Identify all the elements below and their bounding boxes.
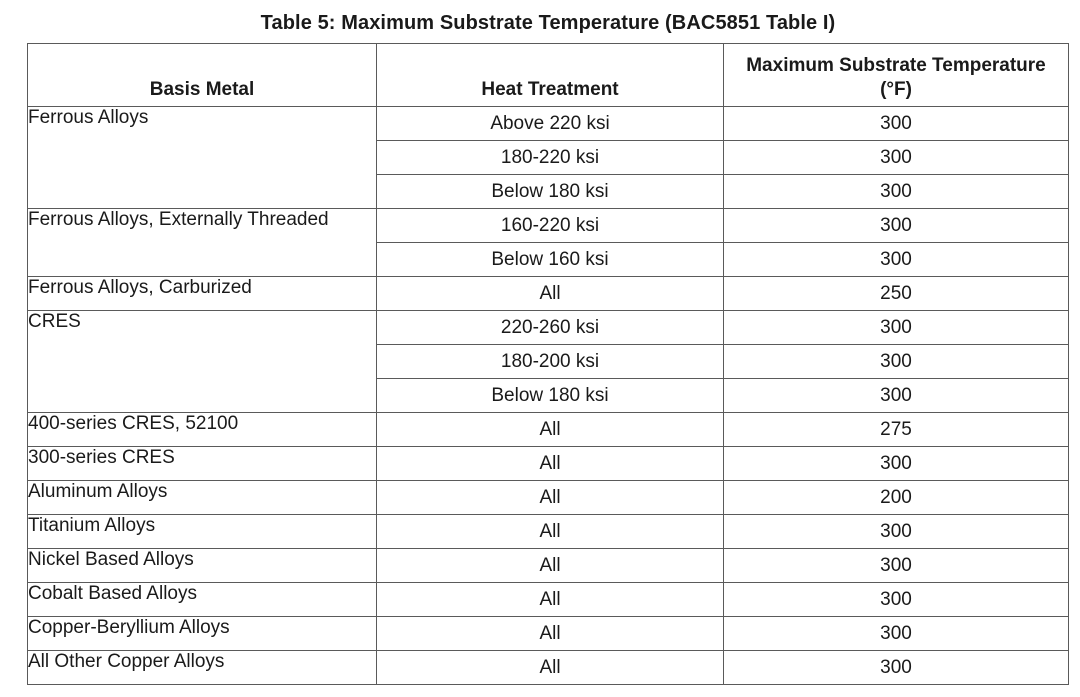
basis-metal-cell: Cobalt Based Alloys (28, 583, 377, 617)
table-title: Table 5: Maximum Substrate Temperature (BAC5851 Table I) (260, 12, 836, 34)
table-row (28, 311, 1069, 345)
heat-treatment-cell: Above 220 ksi (377, 107, 724, 141)
basis-metal-cell: 300-series CRES (28, 447, 377, 481)
max-temperature-cell: 300 (724, 209, 1069, 243)
heat-treatment-cell: Below 180 ksi (377, 175, 724, 209)
basis-metal-cell: Nickel Based Alloys (28, 549, 377, 583)
table-row (28, 651, 1069, 685)
max-temperature-cell: 275 (724, 413, 1069, 447)
table-row (28, 617, 1069, 651)
table-body (28, 107, 1069, 685)
table-row (28, 107, 1069, 141)
max-temperature-cell: 250 (724, 277, 1069, 311)
substrate-temperature-table (27, 43, 1069, 685)
max-temperature-cell: 300 (724, 379, 1069, 413)
basis-metal-cell: Aluminum Alloys (28, 481, 377, 515)
heat-treatment-cell: 160-220 ksi (377, 209, 724, 243)
heat-treatment-cell: All (377, 515, 724, 549)
max-temperature-cell: 300 (724, 107, 1069, 141)
heat-treatment-cell: 180-200 ksi (377, 345, 724, 379)
basis-metal-cell: Ferrous Alloys, Carburized (28, 277, 377, 311)
heat-treatment-cell: All (377, 651, 724, 685)
max-temperature-cell: 300 (724, 651, 1069, 685)
basis-metal-cell: Titanium Alloys (28, 515, 377, 549)
table-row (28, 209, 1069, 243)
header-heat-treatment: Heat Treatment (377, 44, 724, 107)
heat-treatment-cell: All (377, 617, 724, 651)
max-temperature-cell: 200 (724, 481, 1069, 515)
table-row (28, 549, 1069, 583)
table-row (28, 277, 1069, 311)
table-header-row (28, 44, 1069, 107)
heat-treatment-cell: Below 180 ksi (377, 379, 724, 413)
table-row (28, 413, 1069, 447)
heat-treatment-cell: All (377, 481, 724, 515)
max-temperature-cell: 300 (724, 447, 1069, 481)
heat-treatment-cell: All (377, 413, 724, 447)
heat-treatment-cell: All (377, 447, 724, 481)
header-basis-metal: Basis Metal (28, 44, 377, 107)
basis-metal-cell: Copper-Beryllium Alloys (28, 617, 377, 651)
heat-treatment-cell: All (377, 583, 724, 617)
max-temperature-cell: 300 (724, 141, 1069, 175)
table-row (28, 515, 1069, 549)
table-row (28, 481, 1069, 515)
heat-treatment-cell: 180-220 ksi (377, 141, 724, 175)
basis-metal-cell: Ferrous Alloys, Externally Threaded (28, 209, 377, 277)
basis-metal-cell: CRES (28, 311, 377, 413)
max-temperature-cell: 300 (724, 515, 1069, 549)
header-max-temperature (724, 44, 1069, 107)
header-max-temperature-line1: Maximum Substrate Temperature (746, 55, 1046, 76)
basis-metal-cell: All Other Copper Alloys (28, 651, 377, 685)
heat-treatment-cell: All (377, 277, 724, 311)
heat-treatment-cell: All (377, 549, 724, 583)
max-temperature-cell: 300 (724, 175, 1069, 209)
basis-metal-cell: 400-series CRES, 52100 (28, 413, 377, 447)
header-max-temperature-unit: (°F) (880, 79, 912, 100)
max-temperature-cell: 300 (724, 345, 1069, 379)
heat-treatment-cell: Below 160 ksi (377, 243, 724, 277)
basis-metal-cell: Ferrous Alloys (28, 107, 377, 209)
max-temperature-cell: 300 (724, 617, 1069, 651)
max-temperature-cell: 300 (724, 243, 1069, 277)
max-temperature-cell: 300 (724, 583, 1069, 617)
max-temperature-cell: 300 (724, 311, 1069, 345)
table-row (28, 447, 1069, 481)
heat-treatment-cell: 220-260 ksi (377, 311, 724, 345)
table-row (28, 583, 1069, 617)
max-temperature-cell: 300 (724, 549, 1069, 583)
